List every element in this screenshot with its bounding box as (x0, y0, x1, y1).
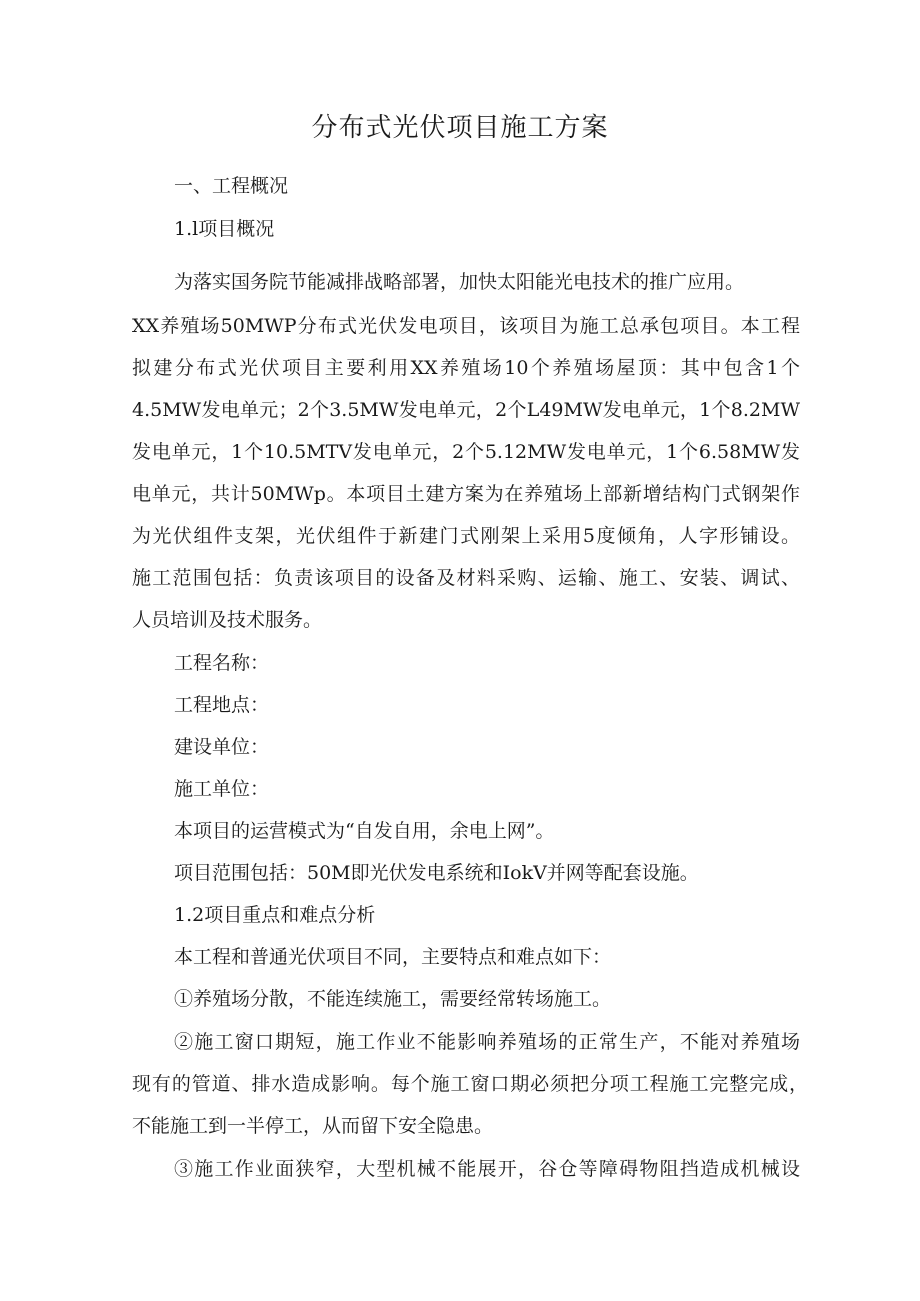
difficulty-item-2-line-2: 现有的管道、排水造成影响。每个施工窗口期必须把分项工程施工完整完成， (132, 1073, 808, 1095)
overview-line-7: 为光伏组件支架，光伏组件于新建门式刚架上采用5度倾角，人字形铺设。 (132, 525, 800, 547)
difficulty-intro: 本工程和普通光伏项目不同，主要特点和难点如下： (174, 946, 612, 968)
field-contractor: 施工单位： (174, 778, 270, 800)
overview-line-1: 为落实国务院节能减排战略部署，加快太阳能光电技术的推广应用。 (174, 271, 745, 293)
subsection-heading-1-1: 1.l项目概况 (174, 218, 275, 240)
subsection-heading-1-2: 1.2项目重点和难点分析 (174, 904, 376, 926)
overview-line-2: XX养殖场50MWP分布式光伏发电项目，该项目为施工总承包项目。本工程 (132, 315, 800, 337)
field-project-name: 工程名称： (174, 652, 270, 674)
overview-line-3: 拟建分布式光伏项目主要利用XX养殖场10个养殖场屋顶：其中包含1个 (132, 357, 800, 379)
difficulty-item-3: ③施工作业面狭窄，大型机械不能展开，谷仓等障碍物阻挡造成机械设 (174, 1158, 800, 1180)
operation-mode-text: 本项目的运营模式为“自发自用，余电上网”。 (174, 820, 555, 842)
overview-line-6: 电单元，共计50MWp。本项目土建方案为在养殖场上部新增结构门式钢架作 (132, 483, 800, 505)
field-project-location: 工程地点： (174, 694, 270, 716)
field-owner: 建设单位： (174, 736, 270, 758)
difficulty-item-2-line-1: ②施工窗口期短，施工作业不能影响养殖场的正常生产，不能对养殖场 (174, 1031, 800, 1053)
overview-line-5: 发电单元，1个10.5MTV发电单元，2个5.12MW发电单元，1个6.58MW发 (132, 441, 800, 463)
scope-text: 项目范围包括：50M即光伏发电系统和IokV并网等配套设施。 (174, 862, 699, 884)
overview-line-8: 施工范围包括：负责该项目的设备及材料采购、运输、施工、安装、调试、 (132, 567, 800, 589)
difficulty-item-1: ①养殖场分散，不能连续施工，需要经常转场施工。 (174, 988, 612, 1010)
section-heading-1: 一、工程概况 (174, 175, 289, 197)
document-title: 分布式光伏项目施工方案 (311, 113, 609, 143)
difficulty-item-2-line-3: 不能施工到一半停工，从而留下安全隐患。 (132, 1115, 494, 1137)
overview-line-4: 4.5MW发电单元；2个3.5MW发电单元，2个L49MW发电单元，1个8.2MW (132, 399, 800, 421)
overview-line-9: 人员培训及技术服务。 (132, 609, 323, 631)
